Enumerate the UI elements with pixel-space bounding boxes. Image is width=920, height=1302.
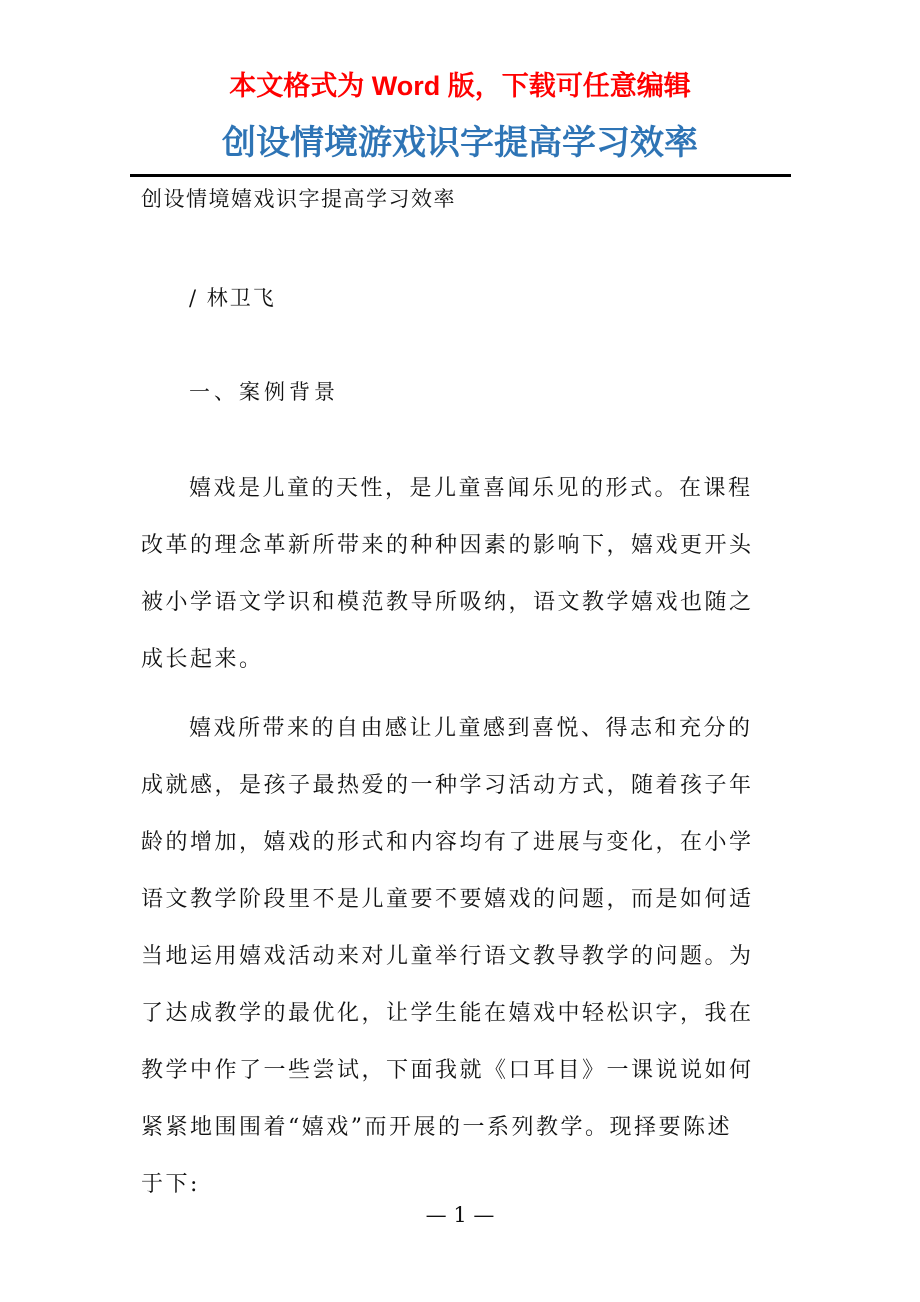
paragraph-line: 当地运用嬉戏活动来对儿童举行语文教导教学的问题。为	[141, 944, 754, 969]
paragraph-line: 龄的增加，嬉戏的形式和内容均有了进展与变化，在小学	[141, 830, 754, 855]
paragraph-2	[141, 700, 761, 1213]
word-format-notice: 本文格式为 Word 版，下载可任意编辑	[229, 71, 691, 101]
paragraph-line: 于下:	[141, 1172, 200, 1197]
author-line: / 林卫飞	[189, 286, 276, 310]
header-divider	[130, 174, 791, 177]
paragraph-line: 语文教学阶段里不是儿童要不要嬉戏的问题，而是如何适	[141, 887, 754, 912]
paragraph-line: 嬉戏所带来的自由感让儿童感到喜悦、得志和充分的	[189, 716, 753, 741]
paragraph-line: 成就感，是孩子最热爱的一种学习活动方式，随着孩子年	[141, 773, 754, 798]
paragraph-line: 成长起来。	[141, 647, 264, 672]
section-heading: 一、案例背景	[189, 380, 339, 404]
page-number: — 1 —	[425, 1203, 495, 1227]
document-subtitle: 创设情境嬉戏识字提高学习效率	[141, 187, 456, 211]
document-title: 创设情境游戏识字提高学习效率	[222, 124, 698, 162]
paragraph-line: 教学中作了一些尝试，下面我就《口耳目》一课说说如何	[141, 1058, 754, 1083]
paragraph-line: 紧紧地围围着“嬉戏”而开展的一系列教学。现择要陈述	[141, 1115, 732, 1140]
paragraph-1	[141, 460, 761, 688]
paragraph-line: 被小学语文学识和模范教导所吸纳，语文教学嬉戏也随之	[141, 590, 754, 615]
paragraph-line: 了达成教学的最优化，让学生能在嬉戏中轻松识字，我在	[141, 1001, 754, 1026]
paragraph-line: 嬉戏是儿童的天性，是儿童喜闻乐见的形式。在课程	[189, 476, 753, 501]
paragraph-line: 改革的理念革新所带来的种种因素的影响下，嬉戏更开头	[141, 533, 754, 558]
